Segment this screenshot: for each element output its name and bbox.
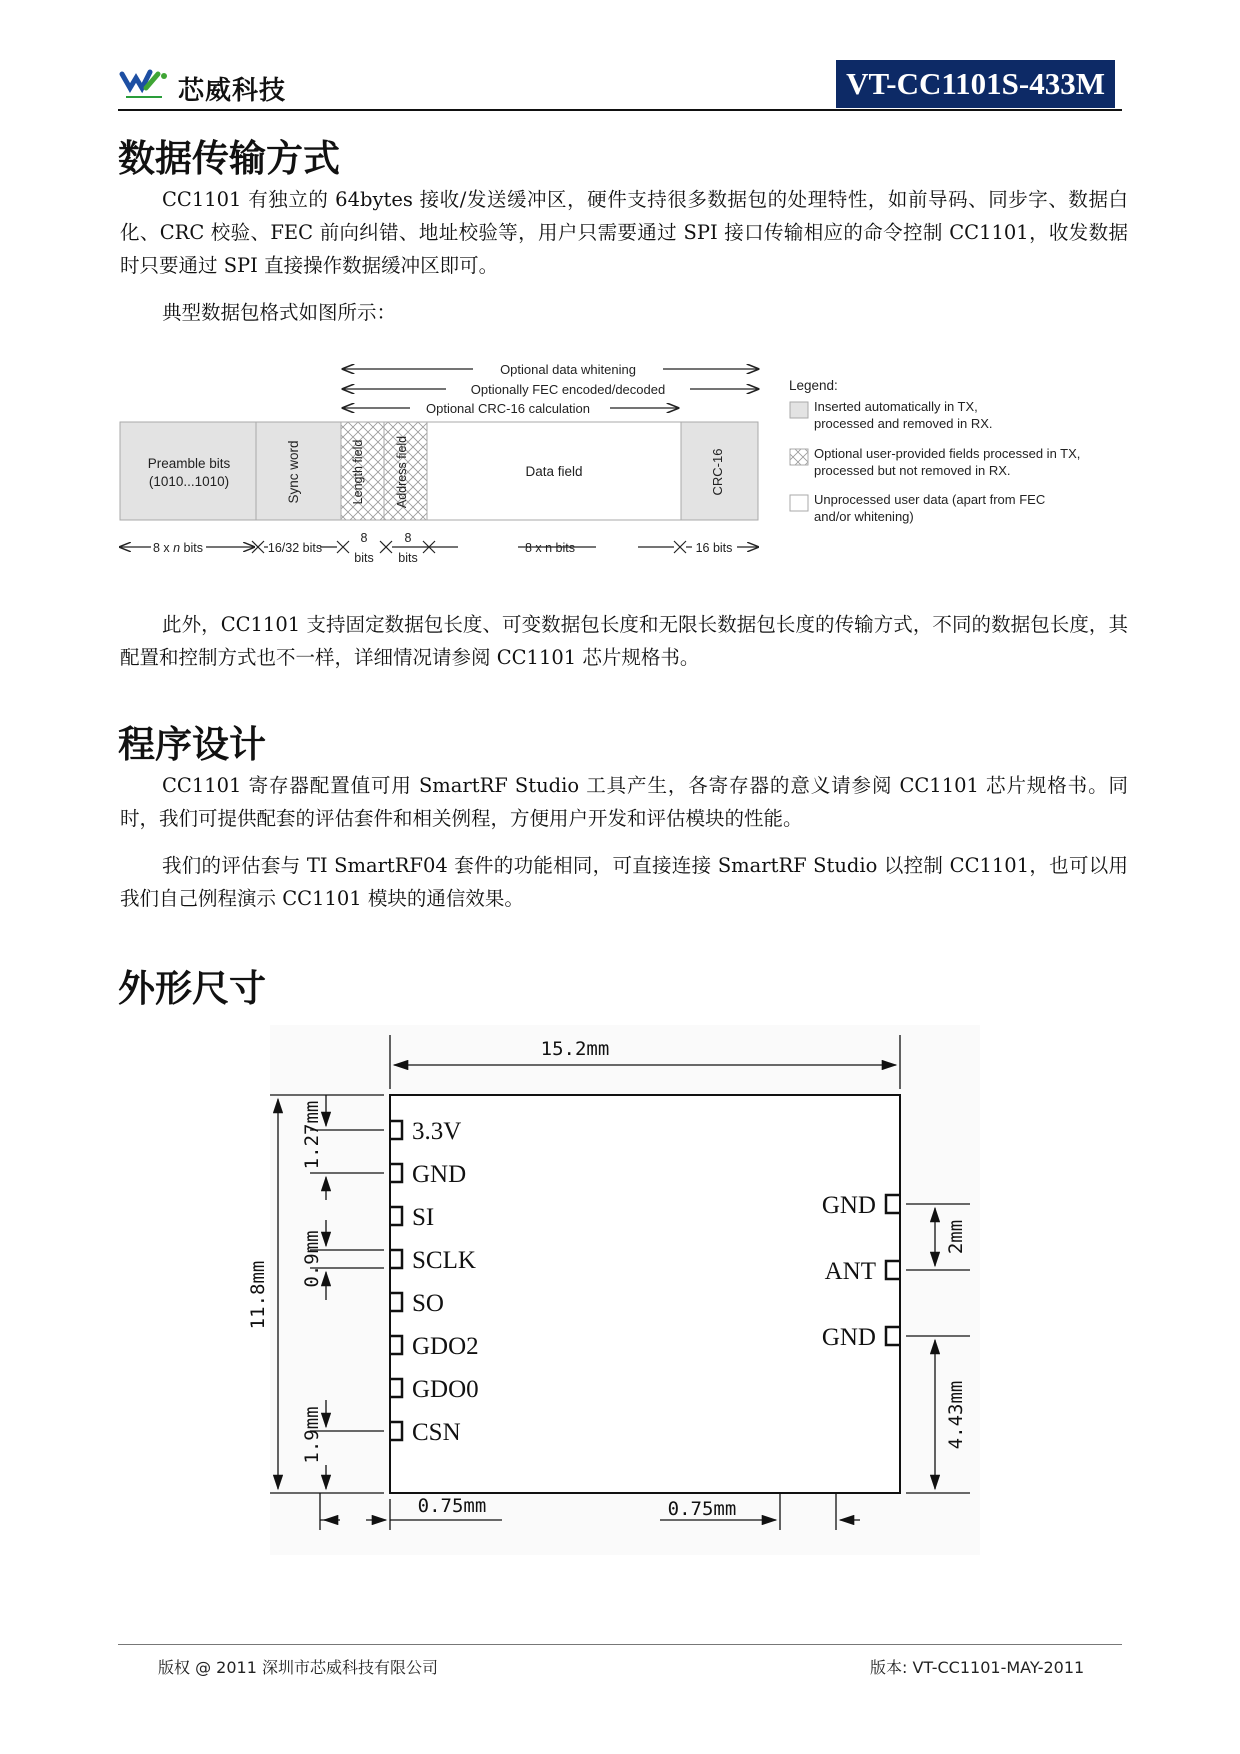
svg-text:Optional user-provided fields: Optional user-provided fields processed in TX, [814,446,1081,461]
packet-format-diagram [118,352,1128,567]
svg-text:processed and removed in RX.: processed and removed in RX. [814,416,993,431]
pin-label-sclk: SCLK [412,1247,476,1274]
svg-text:8: 8 [360,531,368,545]
section-title-data-transfer: 数据传输方式 [118,137,340,180]
svg-text:Data field: Data field [525,464,583,479]
svg-text:16/32 bits: 16/32 bits [267,541,323,555]
legend [789,378,1080,524]
svg-text:Inserted automatically in TX,: Inserted automatically in TX, [814,399,978,414]
dim-right-offset: 0.75mm [667,1498,737,1520]
svg-text:(1010...1010): (1010...1010) [148,474,230,489]
svg-text:CRC-16: CRC-16 [710,448,725,496]
pin-label-csn: CSN [412,1419,461,1446]
dim-width: 15.2mm [540,1038,610,1060]
pin-label-ant: ANT [824,1258,876,1285]
pin-label-so: SO [412,1290,444,1317]
company-logo [120,66,176,104]
pin-label-3v3: 3.3V [412,1118,462,1145]
svg-text:Preamble bits: Preamble bits [147,456,231,471]
footer-copyright: 版权 @ 2011 深圳市芯威科技有限公司 [158,1658,438,1677]
svg-text:Legend:: Legend: [789,378,838,393]
dim-bottom-pad: 1.9mm [301,1406,323,1464]
pin-label-gdo2: GDO2 [412,1333,479,1360]
arrow-label-whitening: Optional data whitening [500,362,636,377]
svg-text:and/or whitening): and/or whitening) [814,509,914,524]
paragraph: 此外，CC1101 支持固定数据包长度、可变数据包长度和无限长数据包长度的传输方式，不同的数据包长度，其配置和控制方式也不一样，详细情况请参阅 CC1101 芯片规格书。 [120,613,1128,669]
footer-version: 版本: VT-CC1101-MAY-2011 [870,1658,1085,1677]
paragraph: 典型数据包格式如图所示： [162,301,397,324]
dim-pitch: 1.27mm [301,1100,323,1170]
svg-text:16 bits: 16 bits [695,541,733,555]
paragraph: 我们的评估套与 TI SmartRF04 套件的功能相同，可直接连接 SmartRF Studio 以控制 CC1101，也可以用我们自己例程演示 CC1101 模块的通信效果。 [120,854,1128,910]
svg-text:8 x n bits: 8 x n bits [524,541,576,555]
svg-text:Length field: Length field [351,439,365,505]
section-title-program-design: 程序设计 [118,723,266,766]
dim-height: 11.8mm [247,1260,269,1330]
dim-right-pitch: 2mm [945,1219,967,1255]
svg-text:processed but not removed in R: processed but not removed in RX. [814,463,1011,478]
pin-label-gdo0: GDO0 [412,1376,479,1403]
company-name: 芯威科技 [178,76,287,106]
pin-label-si: SI [412,1204,435,1231]
dim-left-offset: 0.75mm [417,1495,487,1517]
dim-pad-width: 0.9mm [301,1230,323,1288]
svg-text:Sync word: Sync word [286,440,301,504]
logo-mark-icon [120,66,176,104]
pin-label-gnd: GND [412,1161,467,1188]
pin-label-gnd-right-bottom: GND [821,1324,876,1351]
paragraph: CC1101 寄存器配置值可用 SmartRF Studio 工具产生，各寄存器的意义请参阅 CC1101 芯片规格书。同时，我们可提供配套的评估套件和相关例程，方便用户开发和评估模块的性能。 [120,774,1128,830]
pin-label-gnd-right-top: GND [821,1192,876,1219]
footer-rule [118,1644,1122,1645]
section-title-dimensions: 外形尺寸 [118,967,266,1010]
field-size-arrows [120,541,758,553]
svg-text:bits: bits [354,551,374,565]
arrow-label-fec: Optionally FEC encoded/decoded [470,382,666,397]
header-rule [118,109,1122,111]
paragraph: CC1101 有独立的 64bytes 接收/发送缓冲区，硬件支持很多数据包的处理特性，如前导码、同步字、数据白化、CRC 校验、FEC 前向纠错、地址校验等，用户只需要通过 SPI 接口传输相应的命令控制 CC1101，收发数据时只要通过 SPI 直接操作数据缓冲区即可。 [120,188,1128,277]
svg-text:8: 8 [404,531,412,545]
dim-right-bottom: 4.43mm [945,1380,967,1450]
module-outline [390,1095,900,1493]
optional-processing-arrows [343,360,758,417]
svg-text:Unprocessed user data (apart f: Unprocessed user data (apart from FEC [814,492,1046,507]
svg-text:8 x n bits: 8 x n bits [152,541,204,555]
model-number-badge: VT-CC1101S-433M [836,60,1115,108]
module-dimension-drawing [247,1025,980,1555]
svg-text:Address field: Address field [395,435,409,509]
field-preamble [120,422,256,520]
arrow-label-crc: Optional CRC-16 calculation [425,401,591,416]
svg-text:bits: bits [398,551,418,565]
packet-fields [120,422,758,520]
